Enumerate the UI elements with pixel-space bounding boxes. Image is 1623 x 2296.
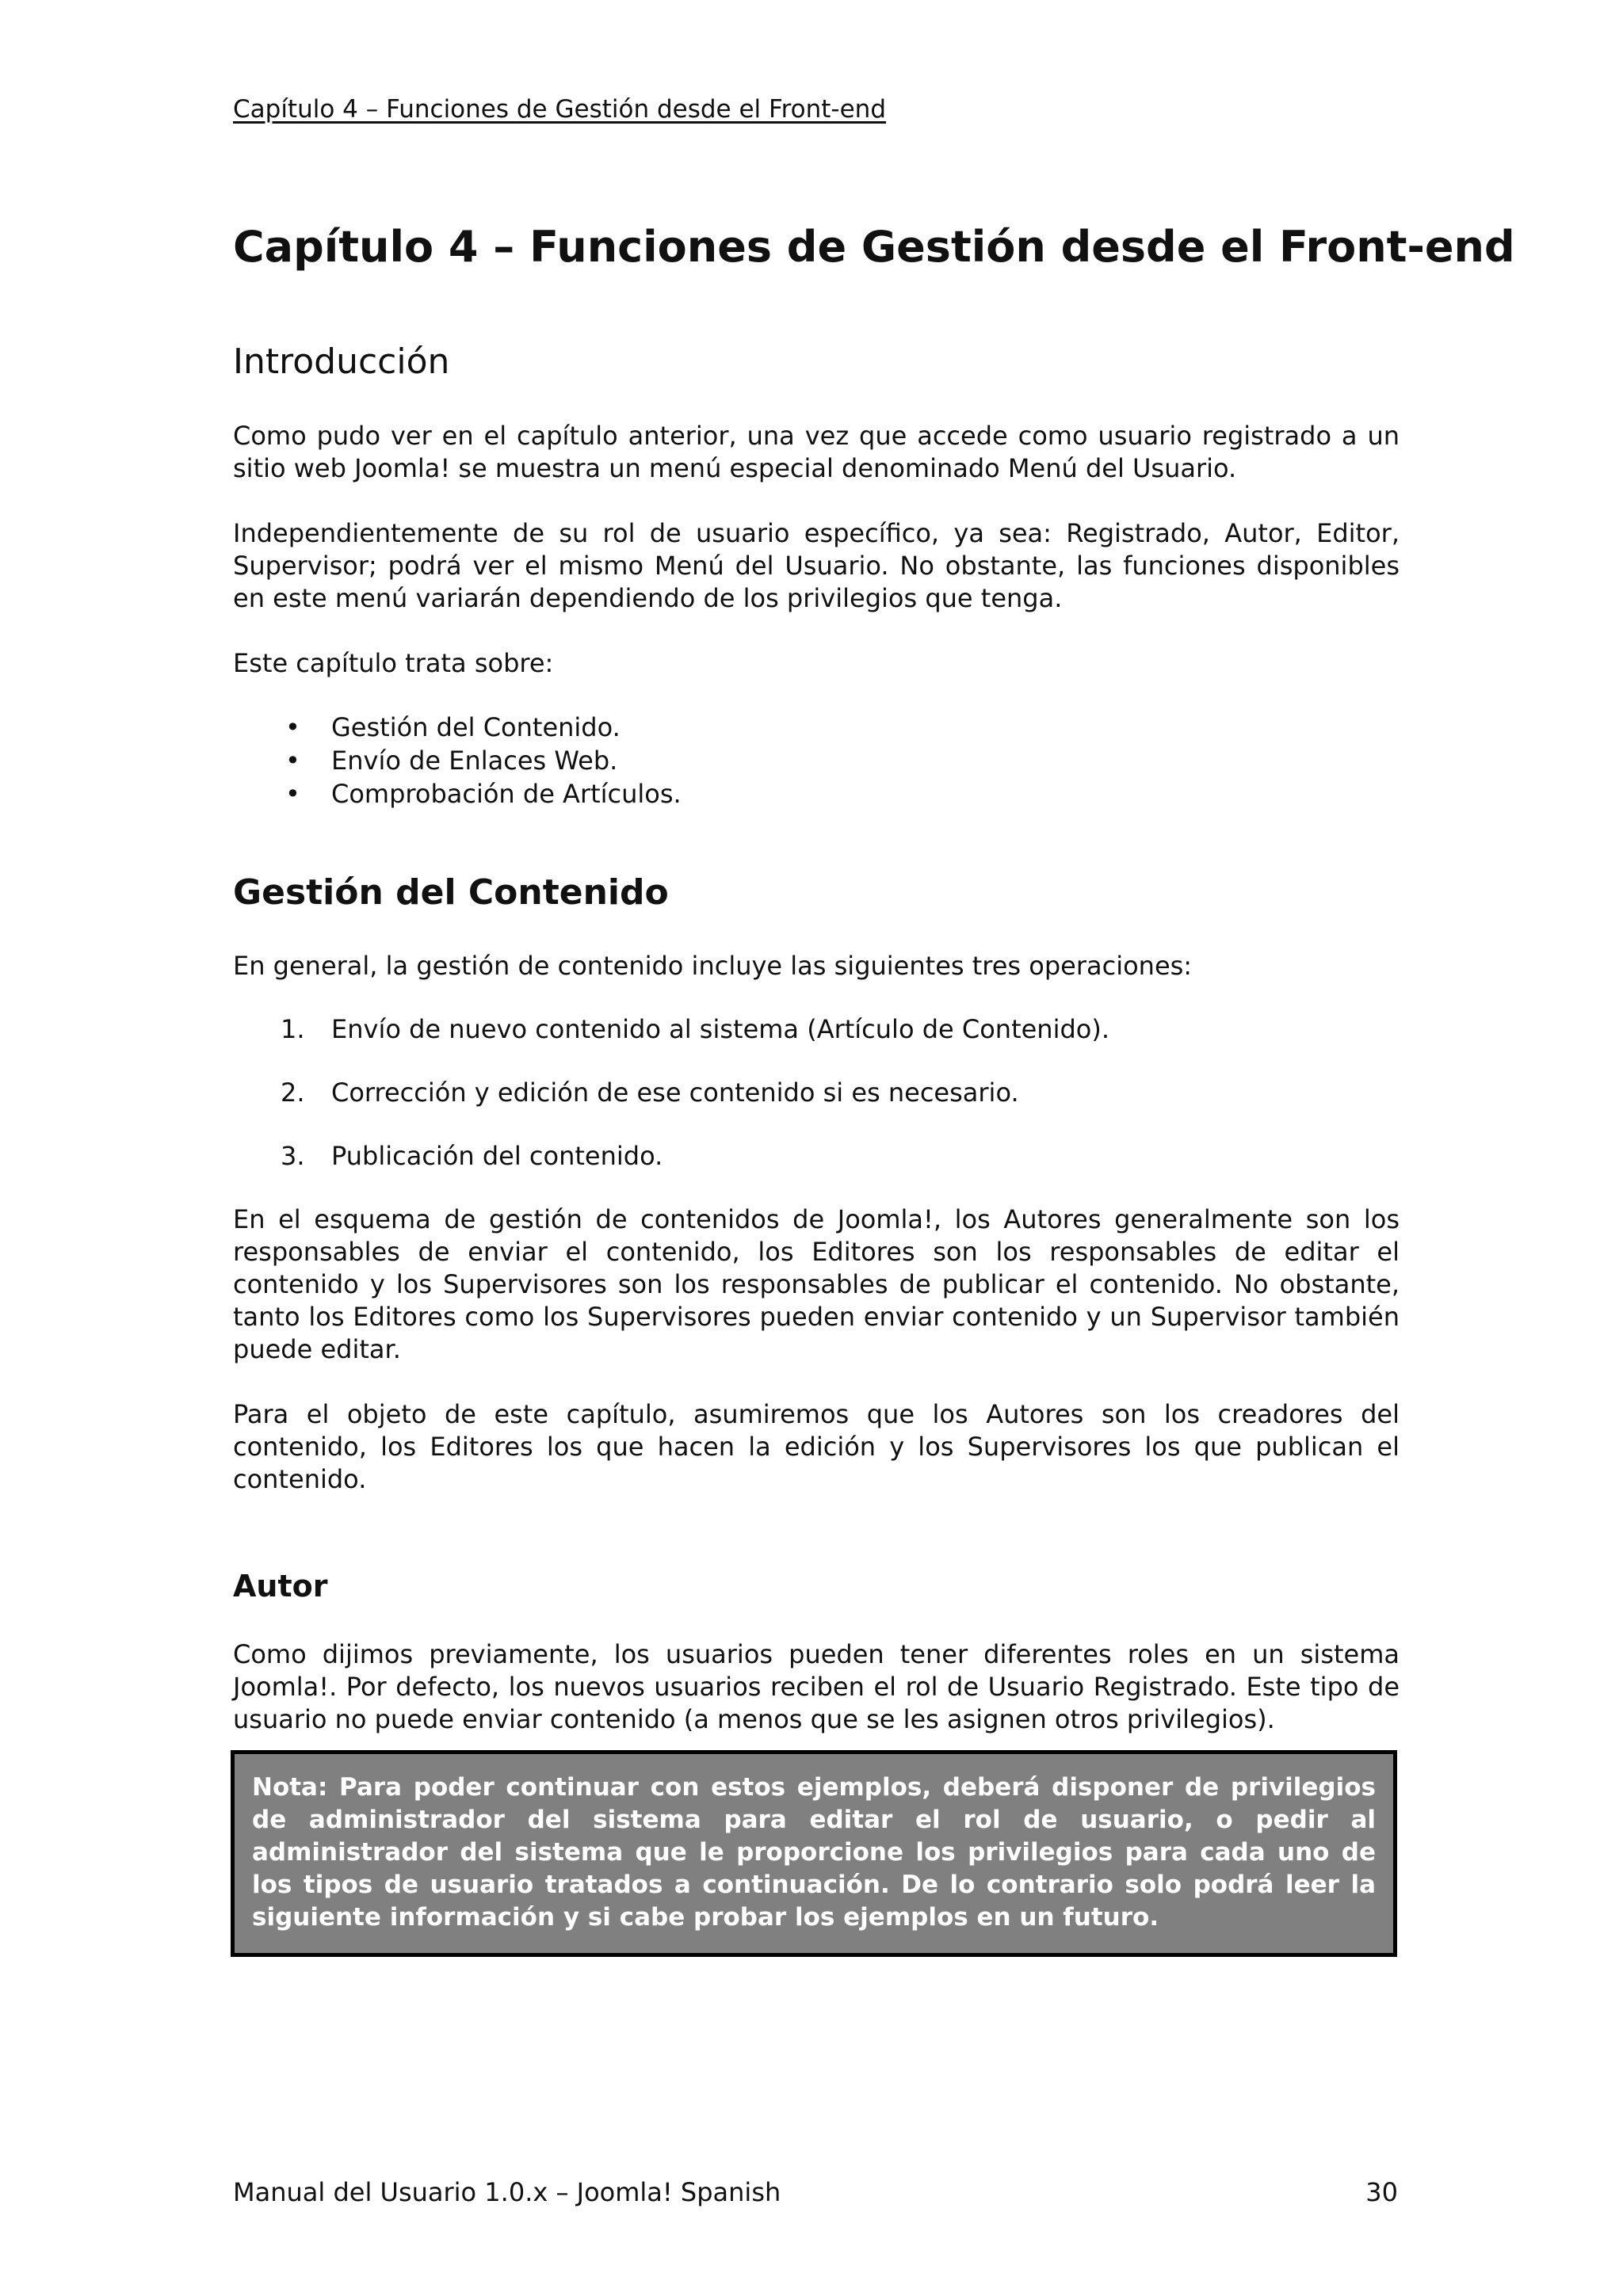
list-item: • Gestión del Contenido.	[233, 711, 1400, 744]
list-number: 2.	[281, 1077, 305, 1108]
chapter-title: Capítulo 4 – Funciones de Gestión desde el Front-end	[233, 222, 1515, 272]
list-item-text: Publicación del contenido.	[331, 1141, 663, 1172]
footer-manual-title: Manual del Usuario 1.0.x – Joomla! Spanish	[233, 2177, 781, 2207]
list-item: • Envío de Enlaces Web.	[233, 744, 1400, 777]
list-number: 3.	[281, 1141, 305, 1172]
section-heading-gestion-del-contenido: Gestión del Contenido	[233, 871, 669, 913]
list-item-text: Envío de nuevo contenido al sistema (Artículo de Contenido).	[331, 1014, 1110, 1045]
list-item	[233, 1140, 1400, 1173]
intro-paragraph: Independientemente de su rol de usuario específico, ya sea: Registrado, Autor, Editor, Supervisor; podrá ver el mismo Menú del Usuario. No obstante, las funciones disponibles en este menú variarán dependiendo de los privilegios que tenga.	[233, 517, 1400, 613]
note-box	[231, 1750, 1397, 1957]
footer-page-number: 30	[1365, 2177, 1398, 2207]
section-heading-introduccion: Introducción	[233, 341, 450, 382]
operations-list	[233, 1013, 1400, 1173]
list-item	[233, 1077, 1400, 1109]
list-number: 1.	[281, 1014, 305, 1045]
author-paragraph: Como dijimos previamente, los usuarios pueden tener diferentes roles en un sistema Joomla!. Por defecto, los nuevos usuarios reciben el rol de Usuario Registrado. Este tipo de usuario no puede enviar contenido (a menos que se les asignen otros privilegios).	[233, 1638, 1400, 1734]
running-header: Capítulo 4 – Funciones de Gestión desde el Front-end	[233, 95, 886, 124]
content-lead-paragraph: En general, la gestión de contenido incluye las siguientes tres operaciones:	[233, 951, 1193, 982]
intro-paragraph: Este capítulo trata sobre:	[233, 647, 554, 678]
list-item-text: Corrección y edición de ese contenido si es necesario.	[331, 1077, 1019, 1108]
topics-list	[233, 711, 1400, 810]
subsection-heading-autor: Autor	[233, 1569, 328, 1604]
content-paragraph: En el esquema de gestión de contenidos de Joomla!, los Autores generalmente son los responsables de enviar el contenido, los Editores son los responsables de editar el contenido y los Supervisores son los responsables de publicar el contenido. No obstante, tanto los Editores como los Supervisores pueden enviar contenido y un Supervisor también puede editar.	[233, 1204, 1400, 1365]
list-item	[233, 1013, 1400, 1046]
intro-paragraph: Como pudo ver en el capítulo anterior, una vez que accede como usuario registrado a un sitio web Joomla! se muestra un menú especial denominado Menú del Usuario.	[233, 420, 1400, 483]
note-text: Nota: Para poder continuar con estos ejemplos, deberá disponer de privilegios de administrador del sistema para editar el rol de usuario, o pedir al administrador del sistema que le proporcione los privilegios para cada uno de los tipos de usuario tratados a continuación. De lo contrario solo podrá leer la siguiente información y si cabe probar los ejemplos en un futuro.	[252, 1772, 1376, 1932]
page-content	[233, 222, 1515, 1957]
content-paragraph: Para el objeto de este capítulo, asumiremos que los Autores son los creadores del contenido, los Editores los que hacen la edición y los Supervisores los que publican el contenido.	[233, 1399, 1400, 1495]
list-item: • Comprobación de Artículos.	[233, 777, 1400, 810]
